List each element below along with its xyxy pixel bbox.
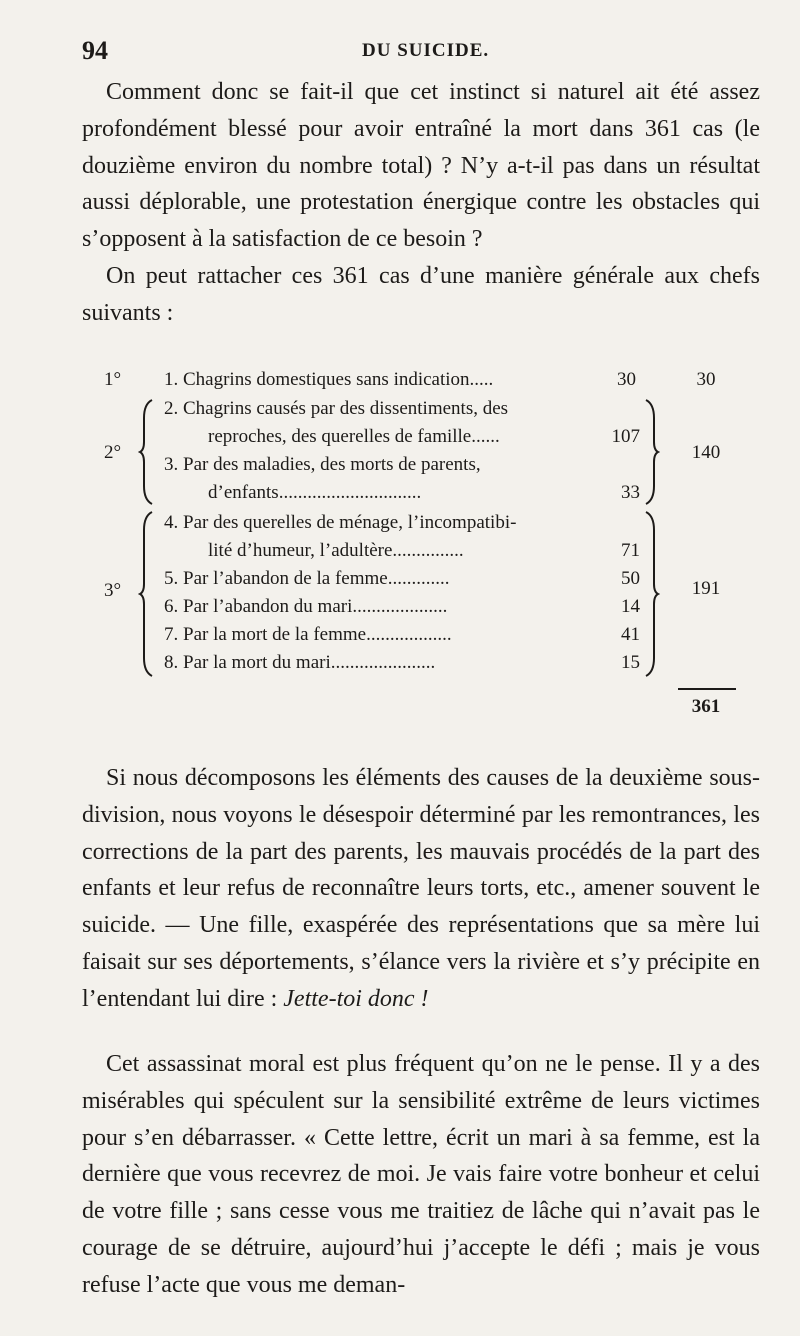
row-5-value: 50 — [621, 568, 640, 589]
total-rule — [678, 688, 736, 690]
paragraph-3-italic: Jette-toi donc ! — [283, 985, 429, 1012]
row-5-text: 5. Par l’abandon de la femme............. — [164, 568, 450, 589]
right-brace-group-3 — [640, 510, 660, 678]
row-3-text: 3. Par des maladies, des morts de parents, — [164, 454, 481, 475]
running-title: DU SUICIDE. — [362, 40, 490, 61]
paragraph-3-text: Si nous décomposons les éléments des causes de la deuxième sous-division, nous voyons le désespoir déterminé par les remontrances, les corrections de la part des parents, les mauvais procédés de la part des enfants et leur refus de reconnaître leurs torts, etc., amener souvent le suicide. — Une fille, exaspérée des représentations que sa mère lui faisait sur ses déportements, s’élance vers la rivière et s’y précipite en l’entendant lui dire : — [82, 765, 760, 1012]
group-3-label: 3° — [104, 580, 122, 601]
group-1-total: 30 — [696, 369, 716, 390]
left-brace-group-3 — [138, 510, 158, 678]
row-1-value: 30 — [617, 369, 636, 390]
page-number: 94 — [82, 36, 108, 65]
row-7-value: 41 — [621, 624, 640, 645]
row-1-text: 1. Chagrins domestiques sans indication..... — [164, 369, 494, 390]
grand-total: 361 — [691, 696, 721, 717]
paragraph-3 — [82, 760, 760, 1018]
row-4-text: 4. Par des querelles de ménage, l’incompatibi- — [164, 512, 517, 533]
row-3-text-cont: d’enfants.............................. — [208, 482, 422, 503]
row-6-text: 6. Par l’abandon du mari.................... — [164, 596, 448, 617]
group-3-total: 191 — [691, 578, 721, 599]
paragraph-2-text: On peut rattacher ces 361 cas d’une manière générale aux chefs suivants : — [82, 263, 760, 326]
left-brace-group-2 — [138, 398, 158, 506]
row-7-text: 7. Par la mort de la femme.................. — [164, 624, 452, 645]
row-2-text-cont: reproches, des querelles de famille...... — [208, 426, 500, 447]
row-8-text: 8. Par la mort du mari...................... — [164, 652, 436, 673]
row-6-value: 14 — [621, 596, 640, 617]
paragraph-4 — [82, 1046, 760, 1304]
group-1-label: 1° — [104, 369, 122, 390]
group-2-label: 2° — [104, 442, 122, 463]
row-2-text: 2. Chagrins causés par des dissentiments, des — [164, 398, 509, 419]
group-2-total: 140 — [691, 442, 721, 463]
row-3-value: 33 — [621, 482, 640, 503]
row-8-value: 15 — [621, 652, 640, 673]
row-4-value: 71 — [621, 540, 640, 561]
row-2-value: 107 — [611, 426, 640, 447]
row-4-text-cont: lité d’humeur, l’adultère............... — [208, 540, 464, 561]
right-brace-group-2 — [640, 398, 660, 506]
paragraph-4-text: Cet assassinat moral est plus fréquent qu’on ne le pense. Il y a des misérables qui spéculent sur la sensibilité extrême de leurs victimes pour s’en débarrasser. « Cette lettre, écrit un mari à sa femme, est la dernière que vous recevrez de moi. Je vais faire votre bonheur et celui de votre fille ; sans cesse vous me traitiez de lâche qui n’avait pas le courage de se détruire, aujourd’hui j’accepte le défi ; mais je vous refuse l’acte que vous me deman- — [82, 1051, 760, 1298]
paragraph-1-text: Comment donc se fait-il que cet instinct si naturel ait été assez profondément blessé pour avoir entraîné la mort dans 361 cas (le douzième environ du nombre total) ? N’y a-t-il pas dans un résultat aussi déplorable, une protestation énergique contre les obstacles qui s’opposent à la satisfaction de ce besoin ? — [82, 79, 760, 253]
